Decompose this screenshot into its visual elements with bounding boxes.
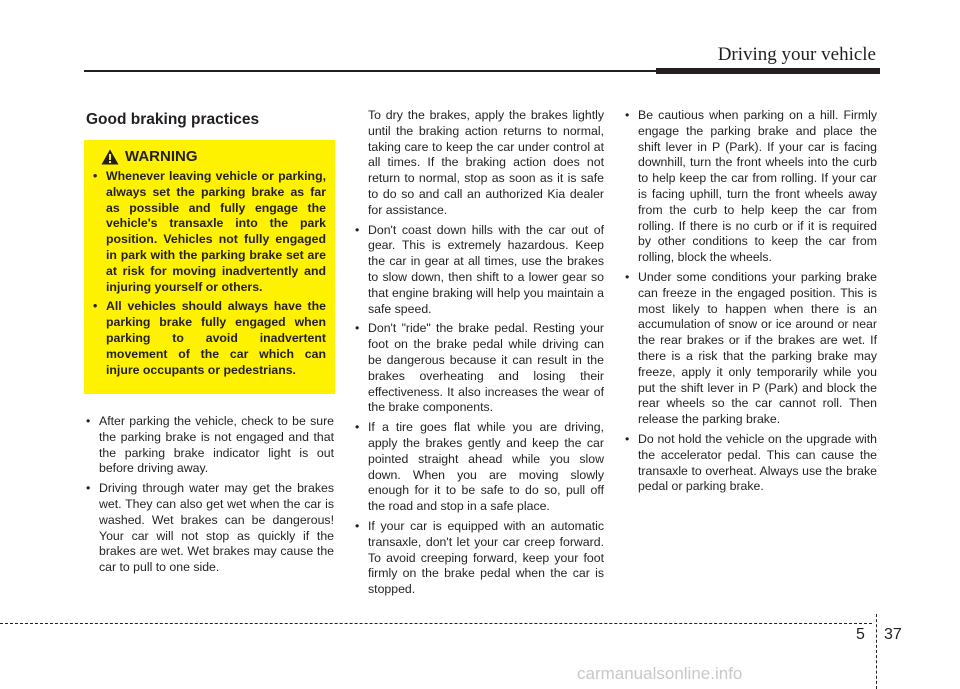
list-item: • If a tire goes flat while you are driving, apply the brakes gently and keep the car pointed straight ahead while you slow down. When you are moving slowly enough for it to be safe to do so, pull off the road and stop in a safe place.: [355, 420, 604, 515]
column-2-intro: To dry the brakes, apply the brakes lightly until the braking action returns to normal, taking care to keep the car under control at all times. If the braking action does not return to normal, stop as soon as it is safe to do so and call an authorized Kia dealer for assistance.: [368, 108, 604, 217]
column-2: [355, 108, 604, 602]
column-1-list: [86, 414, 334, 576]
warning-item: • All vehicles should always have the parking brake fully engaged when parking to avoid inadvertent movement of the car which can injure occupants or pedestrians.: [93, 299, 326, 378]
list-item: • After parking the vehicle, check to be sure the parking brake is not engaged and that the parking brake indicator light is out before driving away.: [86, 414, 334, 477]
header-rule: [84, 70, 656, 72]
list-item: • Do not hold the vehicle on the upgrade with the accelerator pedal. This can cause the transaxle to overheat. Always use the brake pedal or parking brake.: [625, 432, 877, 495]
warning-header: [101, 148, 326, 165]
column-3-list: [625, 108, 877, 495]
list-item: • Be cautious when parking on a hill. Firmly engage the parking brake and place the shift lever in P (Park). If your car is facing downhill, turn the front wheels into the curb to help keep the car from rolling. If your car is facing uphill, turn the front wheels away from the curb to help keep the car from rolling. If there is no curb or if it is required by other conditions to keep the car from rolling, block the wheels.: [625, 108, 877, 266]
footer-divider: [876, 614, 877, 689]
page-number: 37: [884, 626, 902, 643]
warning-triangle-icon: [101, 149, 119, 165]
list-item: • Under some conditions your parking brake can freeze in the engaged position. This is most likely to happen when there is an accumulation of snow or ice around or near the rear brakes or if the brakes are wet. If there is a risk that the parking brake may freeze, apply it only temporarily while you put the shift lever in P (Park) and block the rear wheels so the car cannot roll. Then release the parking brake.: [625, 270, 877, 428]
list-item: • Don't "ride" the brake pedal. Resting your foot on the brake pedal while driving can be dangerous because it can result in the brakes overheating and losing their effectiveness. It also increases the wear of the brake components.: [355, 321, 604, 416]
footer-rule: [0, 623, 872, 624]
column-3: [625, 108, 877, 499]
header-rule-thick: [656, 68, 880, 74]
chapter-number: 5: [856, 626, 865, 643]
column-1: [86, 414, 334, 580]
warning-box: [84, 140, 335, 394]
header-title: Driving your vehicle: [717, 44, 876, 65]
warning-list: [93, 169, 326, 378]
list-item: • If your car is equipped with an automatic transaxle, don't let your car creep forward. To avoid creeping forward, keep your foot firmly on the brake pedal when the car is stopped.: [355, 519, 604, 598]
list-item: • Don't coast down hills with the car out of gear. This is extremely hazardous. Keep the car in gear at all times, use the brakes to slow down, then shift to a lower gear so that engine braking will help you maintain a safe speed.: [355, 223, 604, 318]
column-2-list: [355, 223, 604, 598]
warning-item: • Whenever leaving vehicle or parking, always set the parking brake as far as possible and fully engage the vehicle's transaxle into the park position. Vehicles not fully engaged in park with the parking brake set are at risk for moving inadvertently and injuring yourself or others.: [93, 169, 326, 295]
watermark: carmanualsonline.info: [577, 664, 743, 683]
list-item: • Driving through water may get the brakes wet. They can also get wet when the car is washed. Wet brakes can be dangerous! Your car will not stop as quickly if the brakes are wet. Wet brakes may cause the car to pull to one side.: [86, 481, 334, 576]
warning-title: WARNING: [125, 148, 198, 165]
section-title: Good braking practices: [86, 111, 260, 128]
